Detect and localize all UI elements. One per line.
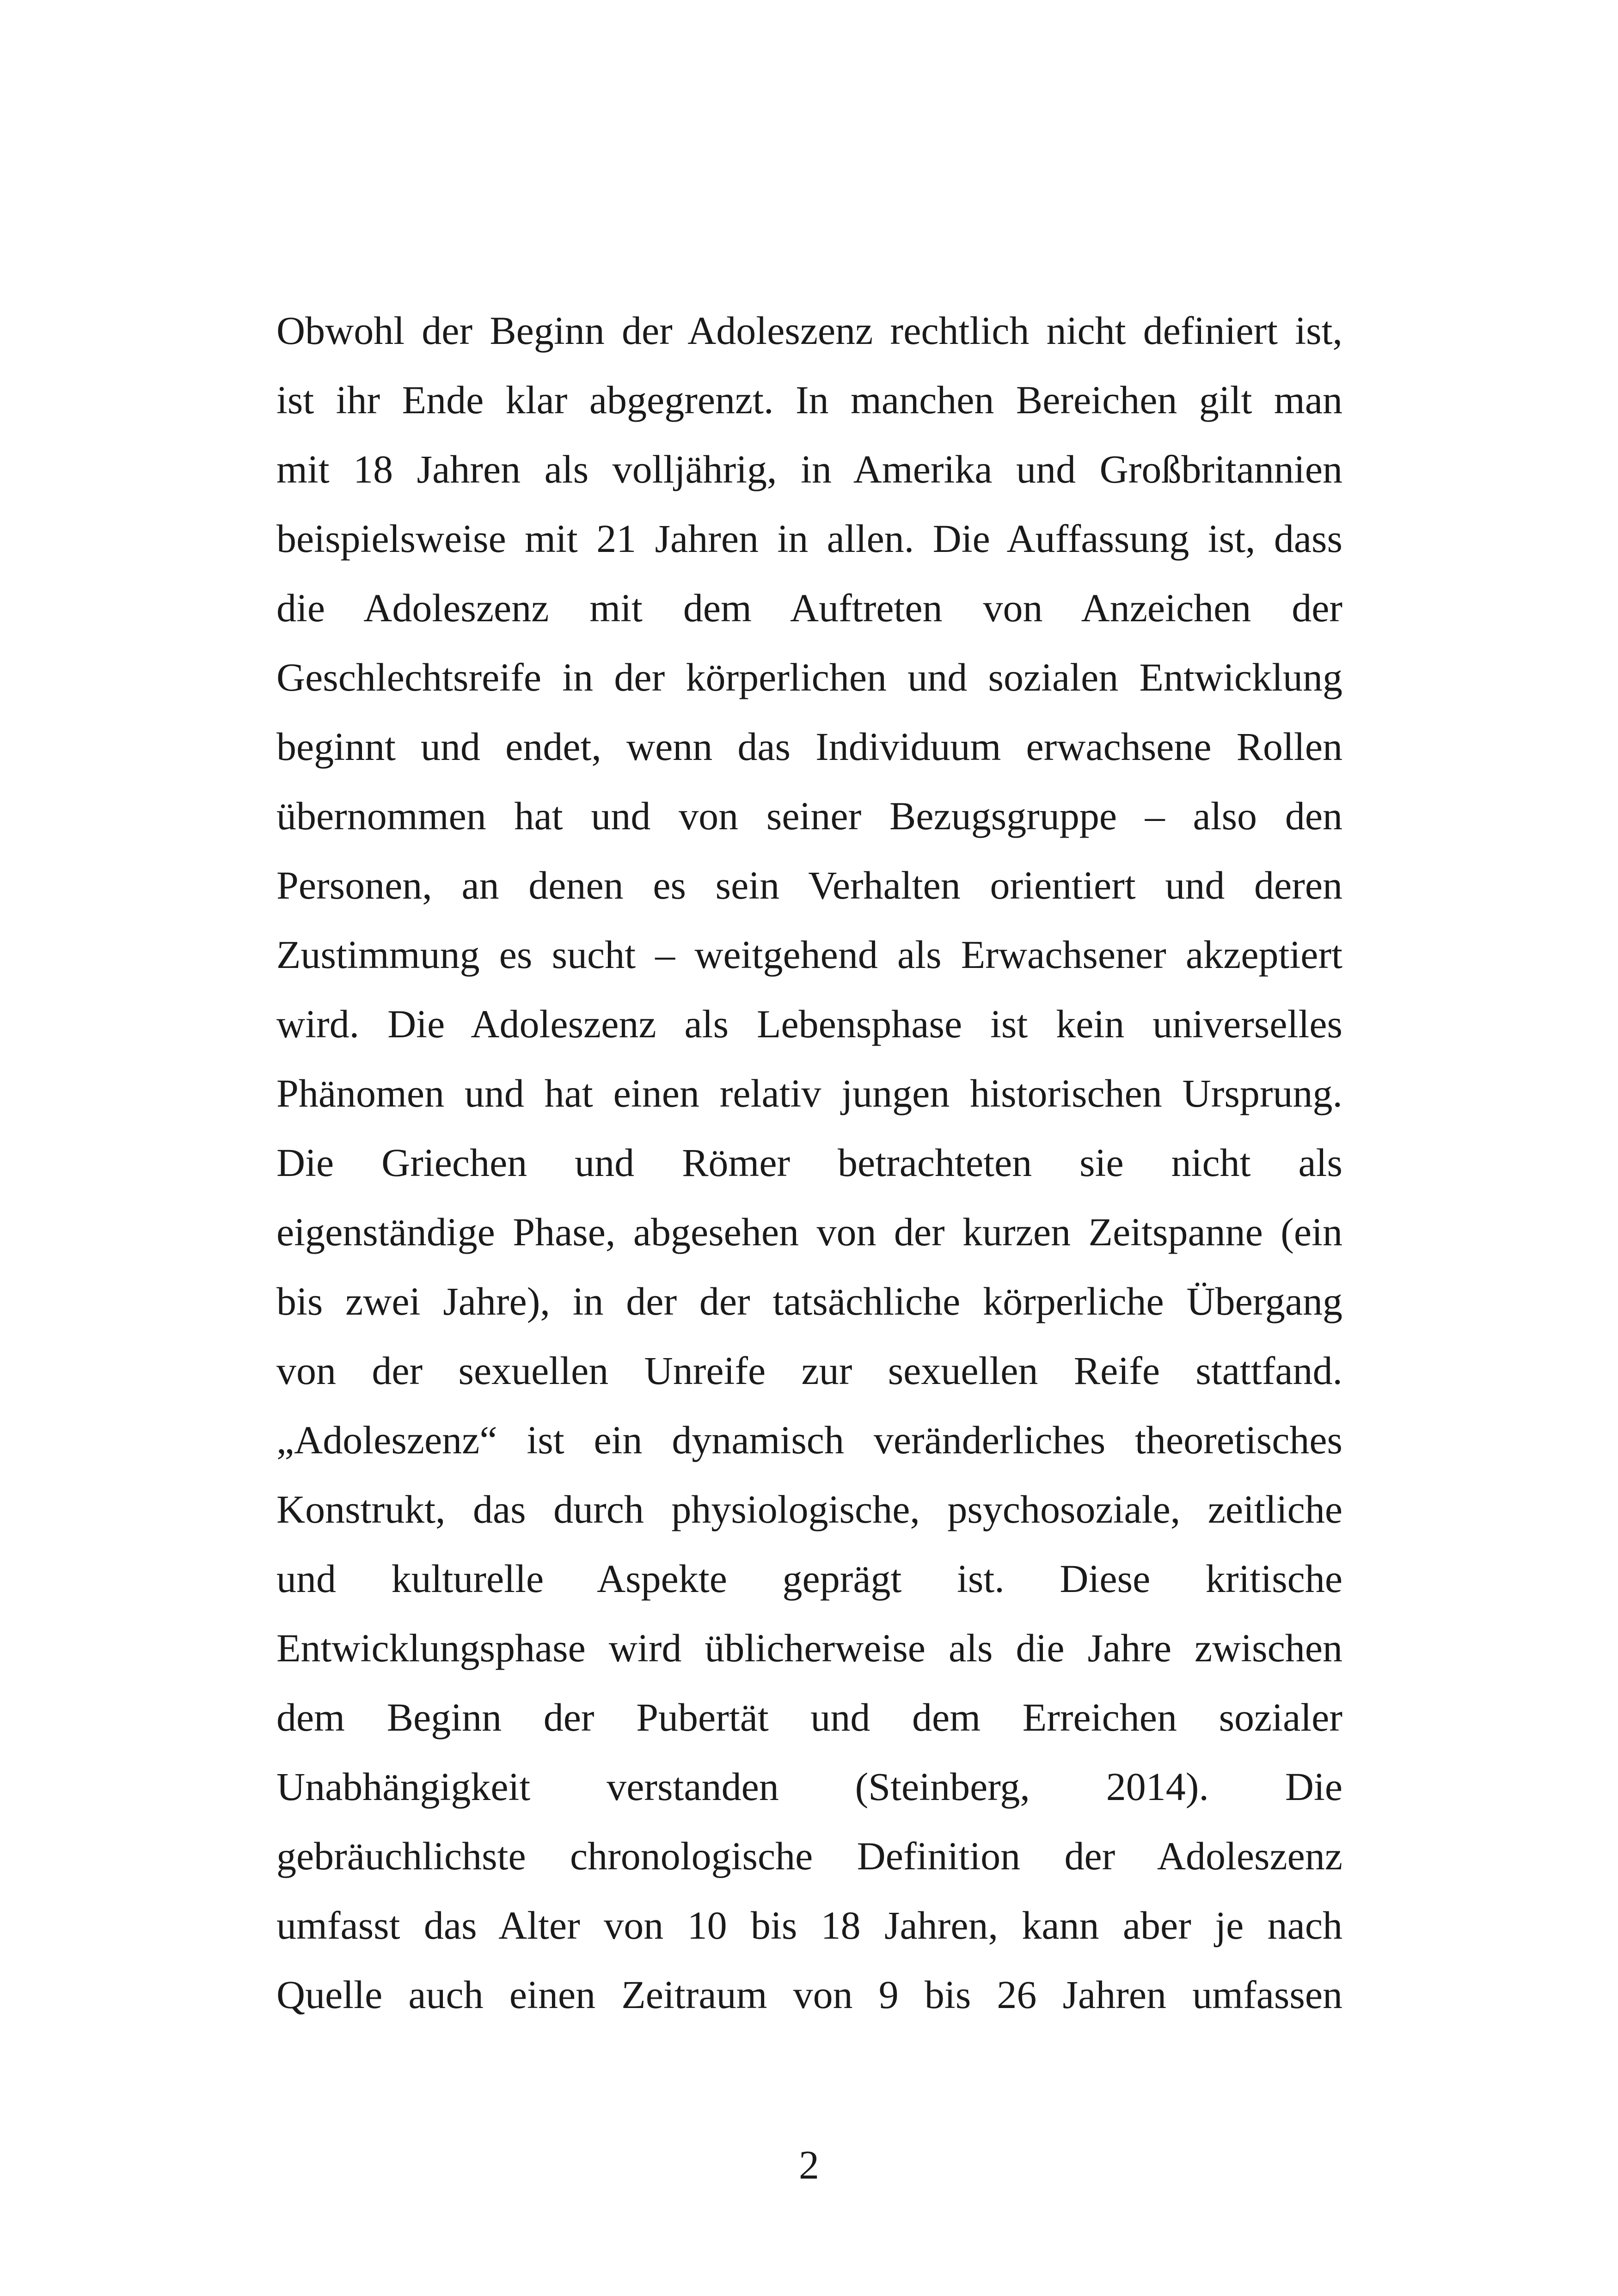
body-paragraph	[276, 296, 1342, 2029]
text-line: eigenständige Phase, abgesehen von der kurzen Zeitspanne (ein	[276, 1210, 1342, 1254]
text-line: die Adoleszenz mit dem Auftreten von Anzeichen der	[276, 586, 1342, 630]
text-line: Entwicklungsphase wird üblicherweise als die Jahre zwischen	[276, 1626, 1342, 1670]
text-line: übernommen hat und von seiner Bezugsgruppe – also den	[276, 794, 1342, 838]
text-line: gebräuchlichste chronologische Definition der Adoleszenz	[276, 1834, 1342, 1878]
text-line: Die Griechen und Römer betrachteten sie nicht als	[276, 1140, 1342, 1185]
text-line: von der sexuellen Unreife zur sexuellen Reife stattfand.	[276, 1348, 1342, 1393]
text-line: Quelle auch einen Zeitraum von 9 bis 26 Jahren umfassen	[276, 1972, 1342, 2017]
page-number: 2	[799, 2143, 819, 2188]
text-line: Obwohl der Beginn der Adoleszenz rechtlich nicht definiert ist,	[276, 308, 1342, 353]
text-line: ist ihr Ende klar abgegrenzt. In manchen Bereichen gilt man	[276, 378, 1342, 422]
text-line: und kulturelle Aspekte geprägt ist. Diese kritische	[276, 1556, 1342, 1601]
text-line: mit 18 Jahren als volljährig, in Amerika und Großbritannien	[276, 447, 1342, 491]
text-line: dem Beginn der Pubertät und dem Erreichen sozialer	[276, 1695, 1342, 1739]
text-line: wird. Die Adoleszenz als Lebensphase ist kein universelles	[276, 1002, 1342, 1046]
text-line: umfasst das Alter von 10 bis 18 Jahren, kann aber je nach	[276, 1903, 1342, 1947]
text-line: Zustimmung es sucht – weitgehend als Erwachsener akzeptiert	[276, 932, 1342, 977]
text-line: bis zwei Jahre), in der der tatsächliche körperliche Übergang	[276, 1279, 1342, 1323]
text-line: Personen, an denen es sein Verhalten orientiert und deren	[276, 863, 1342, 907]
text-line: Phänomen und hat einen relativ jungen historischen Ursprung.	[276, 1071, 1342, 1115]
text-line: Konstrukt, das durch physiologische, psychosoziale, zeitliche	[276, 1487, 1342, 1531]
text-line: beginnt und endet, wenn das Individuum erwachsene Rollen	[276, 724, 1342, 769]
text-line: Unabhängigkeit verstanden (Steinberg, 2014). Die	[276, 1764, 1342, 1809]
text-line: beispielsweise mit 21 Jahren in allen. Die Auffassung ist, dass	[276, 516, 1342, 561]
text-line: „Adoleszenz“ ist ein dynamisch veränderliches theoretisches	[276, 1418, 1342, 1462]
text-line: Geschlechtsreife in der körperlichen und sozialen Entwicklung	[276, 655, 1342, 699]
